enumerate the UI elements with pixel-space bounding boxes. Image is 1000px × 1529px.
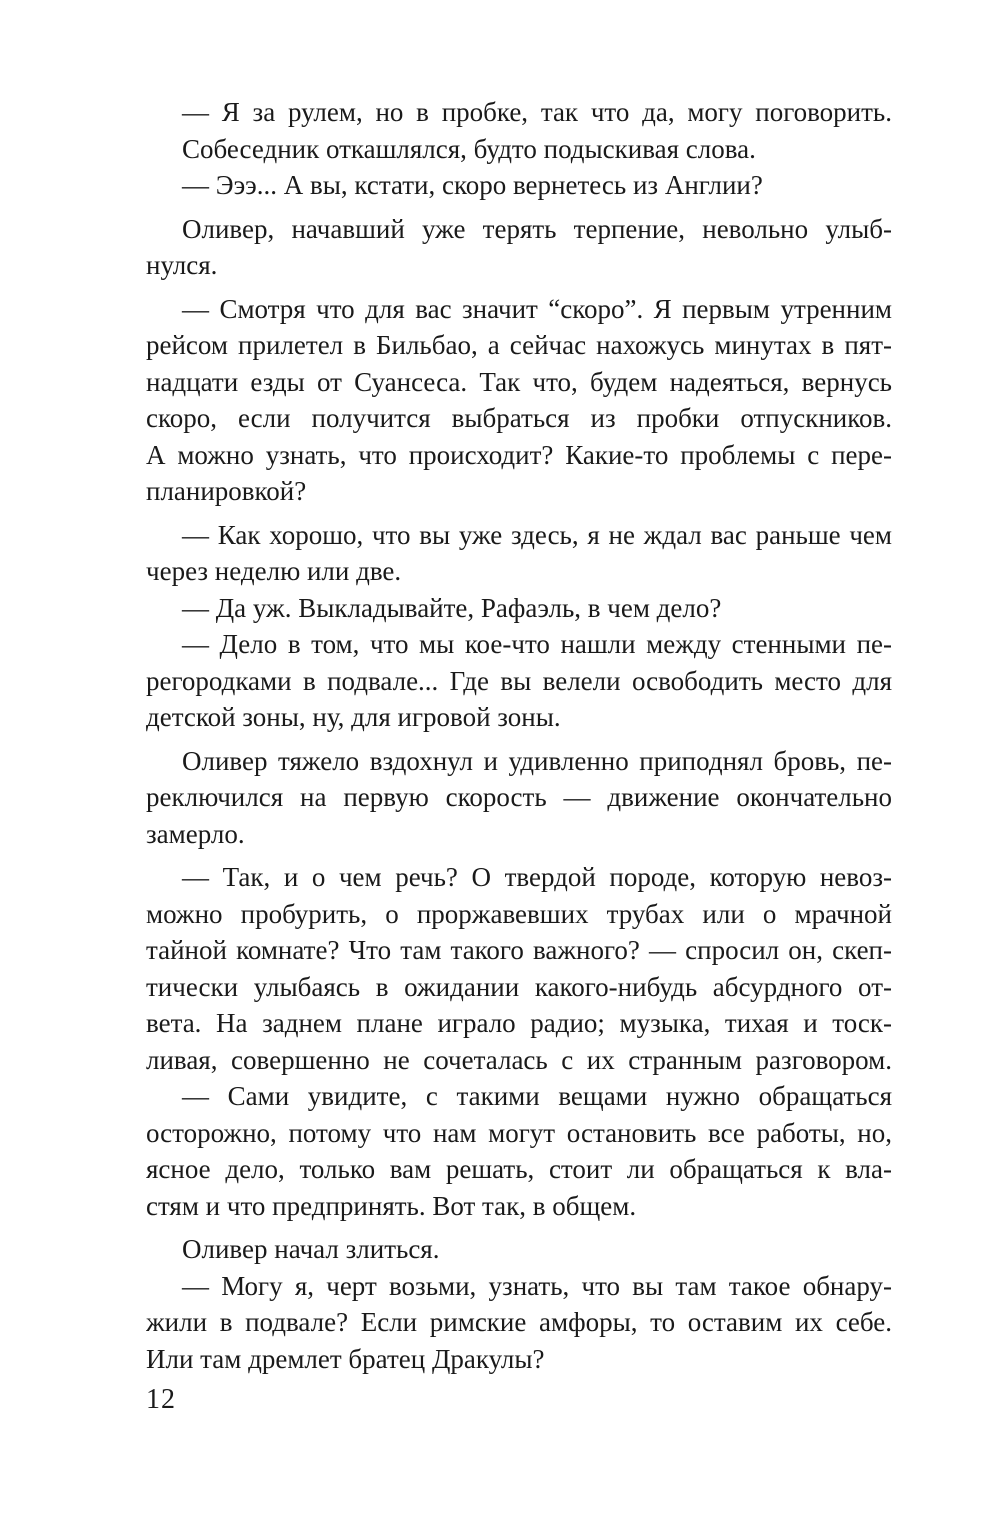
text-line: А можно узнать, что происходит? Какие-то проблемы с пере-: [146, 439, 892, 470]
text-line: Оливер тяжело вздохнул и удивленно приподнял бровь, пе-: [182, 745, 892, 776]
text-line: — Смотря что для вас значит “скоро”. Я первым утренним: [182, 293, 892, 324]
text-line: — Могу я, черт возьми, узнать, что вы там такое обнару-: [182, 1270, 892, 1301]
text-line: — Дело в том, что мы кое-что нашли между стенными пе-: [182, 629, 892, 659]
text-line: ясное дело, только вам решать, стоит ли обращаться к вла-: [146, 1154, 892, 1184]
text-line: Оливер начал злиться.: [182, 1234, 440, 1264]
body-text: [146, 94, 892, 1377]
text-line: — Эээ... А вы, кстати, скоро вернетесь из Англии?: [182, 170, 763, 200]
text-line: Собеседник откашлялся, будто подыскивая слова.: [182, 133, 756, 164]
text-line: вета. На заднем плане играло радио; музыка, тихая и тоск-: [146, 1008, 892, 1038]
text-line: детской зоны, ну, для игровой зоны.: [146, 702, 561, 732]
text-line: тически улыбаясь в ожидании какого-нибудь абсурдного от-: [146, 971, 892, 1002]
text-line: ливая, совершенно не сочеталась с их странным разговором.: [146, 1044, 892, 1075]
text-line: осторожно, потому что нам могут остановить все работы, но,: [146, 1117, 892, 1148]
text-line: скоро, если получится выбраться из пробки отпускников.: [146, 403, 892, 433]
text-line: надцати езды от Суансеса. Так что, будем надеяться, вернусь: [146, 366, 892, 397]
text-line: регородками в подвале... Где вы велели освободить место для: [146, 665, 892, 696]
text-line: жили в подвале? Если римские амфоры, то оставим их себе.: [146, 1307, 892, 1337]
text-line: замерло.: [146, 818, 245, 849]
text-line: планировкой?: [146, 476, 307, 506]
text-line: Оливер, начавший уже терять терпение, невольно улыб-: [182, 213, 892, 244]
text-line: через неделю или две.: [146, 556, 402, 586]
text-line: — Да уж. Выкладывайте, Рафаэль, в чем дело?: [182, 592, 722, 623]
text-line: — Так, и о чем речь? О твердой породе, которую невоз-: [182, 862, 892, 892]
text-line: рейсом прилетел в Бильбао, а сейчас нахожусь минутах в пят-: [146, 330, 892, 360]
text-line: стям и что предпринять. Вот так, в общем.: [146, 1190, 637, 1221]
text-line: можно пробурить, о проржавевших трубах или о мрачной: [146, 898, 892, 929]
text-line: — Сами увидите, с такими вещами нужно обращаться: [182, 1081, 892, 1111]
text-line: — Как хорошо, что вы уже здесь, я не ждал вас раньше чем: [182, 519, 892, 550]
text-line: Или там дремлет братец Дракулы?: [146, 1343, 545, 1374]
page-number: 12: [146, 1384, 176, 1415]
text-line: тайной комнате? Что там такого важного? — спросил он, скеп-: [146, 935, 892, 965]
text-line: реключился на первую скорость — движение окончательно: [146, 782, 892, 812]
text-line: нулся.: [146, 250, 218, 280]
text-line: — Я за рулем, но в пробке, так что да, могу поговорить.: [182, 97, 892, 127]
